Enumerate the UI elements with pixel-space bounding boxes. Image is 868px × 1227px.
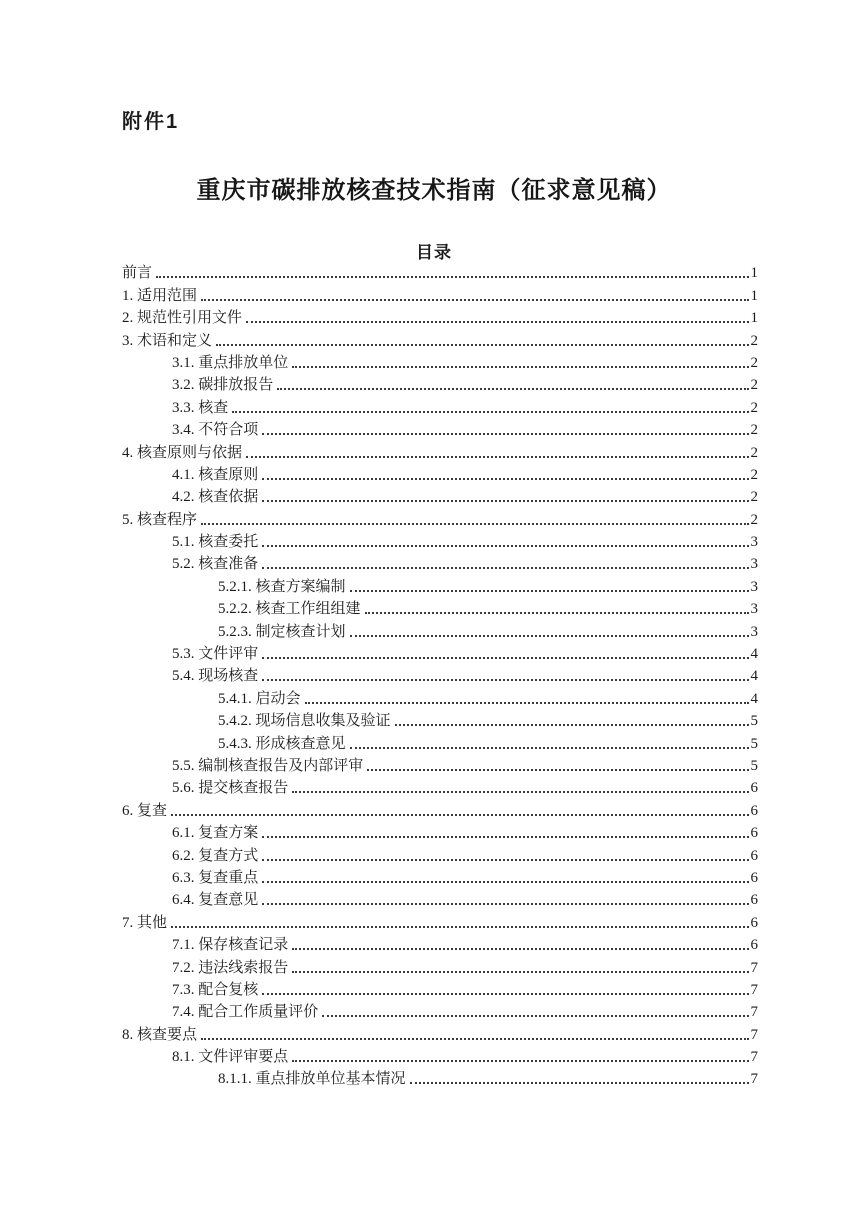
toc-dot-leader — [292, 948, 748, 950]
toc-entry-label: 7.3. 配合复核 — [172, 981, 259, 998]
toc-entry-page: 2 — [750, 354, 758, 371]
toc-entry — [122, 999, 758, 1021]
toc-entry-label: 4. 核查原则与依据 — [122, 444, 243, 461]
toc-dot-leader — [232, 411, 748, 413]
toc-entry-label: 5.4.2. 现场信息收集及验证 — [218, 713, 391, 730]
toc-entry-page: 6 — [750, 825, 758, 842]
toc-dot-leader — [350, 635, 749, 637]
toc-entry — [122, 887, 758, 909]
toc-entry-label: 7.2. 违法线索报告 — [172, 959, 289, 976]
toc-entry-label: 6.3. 复查重点 — [172, 869, 259, 886]
toc-entry-page: 2 — [750, 466, 758, 483]
toc-dot-leader — [262, 993, 748, 995]
toc-dot-leader — [292, 971, 748, 973]
toc-entry-label: 4.2. 核查依据 — [172, 489, 259, 506]
toc-entry-page: 4 — [750, 690, 758, 707]
toc-entry-label: 8.1. 文件评审要点 — [172, 1049, 289, 1066]
toc-entry — [122, 618, 758, 640]
toc-entry-label: 1. 适用范围 — [122, 287, 198, 304]
toc-entry-page: 2 — [750, 377, 758, 394]
toc-entry-page: 1 — [750, 265, 758, 282]
toc-entry-page: 6 — [750, 869, 758, 886]
toc-entry — [122, 797, 758, 819]
toc-entry — [122, 775, 758, 797]
toc-entry — [122, 1021, 758, 1043]
toc-entry — [122, 350, 758, 372]
toc-entry-page: 5 — [750, 757, 758, 774]
toc-entry-page: 4 — [750, 646, 758, 663]
toc-entry-label: 5. 核查程序 — [122, 511, 198, 528]
toc-dot-leader — [322, 1015, 748, 1017]
toc-dot-leader — [156, 276, 748, 278]
toc-dot-leader — [262, 836, 748, 838]
toc-entry-page: 2 — [750, 332, 758, 349]
toc-entry — [122, 954, 758, 976]
toc-entry — [122, 462, 758, 484]
toc-entry-page: 2 — [750, 399, 758, 416]
toc-entry-page: 3 — [750, 556, 758, 573]
toc-entry — [122, 753, 758, 775]
toc-entry-label: 4.1. 核查原则 — [172, 466, 259, 483]
toc-list — [122, 260, 758, 1088]
toc-entry-label: 6.1. 复查方案 — [172, 825, 259, 842]
toc-entry-page: 4 — [750, 668, 758, 685]
toc-entry — [122, 1066, 758, 1088]
toc-entry — [122, 641, 758, 663]
toc-entry — [122, 573, 758, 595]
attachment-label: 附件1 — [122, 111, 180, 133]
toc-entry-page: 7 — [750, 1004, 758, 1021]
toc-entry-label: 3.2. 碳排放报告 — [172, 377, 274, 394]
toc-entry-label: 7.1. 保存核查记录 — [172, 937, 289, 954]
toc-entry — [122, 529, 758, 551]
toc-entry-label: 5.1. 核查委托 — [172, 534, 259, 551]
toc-dot-leader — [350, 747, 749, 749]
toc-entry-page: 5 — [750, 735, 758, 752]
toc-dot-leader — [262, 679, 748, 681]
toc-entry-page: 3 — [750, 534, 758, 551]
toc-entry — [122, 551, 758, 573]
toc-entry — [122, 932, 758, 954]
toc-entry-page: 2 — [750, 489, 758, 506]
toc-entry-page: 6 — [750, 892, 758, 909]
toc-entry-label: 前言 — [122, 265, 153, 282]
toc-entry — [122, 484, 758, 506]
toc-entry-label: 5.4. 现场核查 — [172, 668, 259, 685]
toc-entry-label: 3.1. 重点排放单位 — [172, 354, 289, 371]
toc-dot-leader — [262, 545, 748, 547]
toc-entry-page: 3 — [750, 623, 758, 640]
toc-entry-page: 1 — [750, 287, 758, 304]
toc-entry-page: 7 — [750, 1049, 758, 1066]
toc-entry — [122, 394, 758, 416]
toc-entry — [122, 282, 758, 304]
toc-entry-label: 5.6. 提交核查报告 — [172, 780, 289, 797]
toc-dot-leader — [365, 612, 749, 614]
toc-entry-page: 7 — [750, 1071, 758, 1088]
toc-entry-page: 6 — [750, 914, 758, 931]
toc-entry — [122, 820, 758, 842]
toc-entry — [122, 506, 758, 528]
toc-dot-leader — [246, 321, 748, 323]
toc-entry-label: 8.1.1. 重点排放单位基本情况 — [218, 1071, 406, 1088]
toc-entry-label: 7. 其他 — [122, 914, 168, 931]
toc-entry-page: 2 — [750, 511, 758, 528]
toc-dot-leader — [292, 791, 748, 793]
toc-entry-page: 6 — [750, 937, 758, 954]
toc-entry-page: 2 — [750, 444, 758, 461]
toc-dot-leader — [262, 478, 748, 480]
toc-entry — [122, 260, 758, 282]
toc-entry — [122, 909, 758, 931]
toc-dot-leader — [201, 299, 748, 301]
toc-entry-page: 7 — [750, 981, 758, 998]
toc-entry-label: 7.4. 配合工作质量评价 — [172, 1004, 319, 1021]
toc-dot-leader — [262, 657, 748, 659]
toc-entry-label: 6.4. 复查意见 — [172, 892, 259, 909]
toc-entry — [122, 842, 758, 864]
toc-dot-leader — [262, 500, 748, 502]
toc-entry-label: 5.4.1. 启动会 — [218, 690, 301, 707]
toc-entry-label: 6. 复查 — [122, 802, 168, 819]
toc-dot-leader — [262, 881, 748, 883]
toc-entry-page: 1 — [750, 310, 758, 327]
toc-heading: 目录 — [416, 243, 452, 262]
toc-entry — [122, 977, 758, 999]
toc-entry — [122, 596, 758, 618]
toc-dot-leader — [350, 590, 749, 592]
toc-entry-page: 3 — [750, 578, 758, 595]
toc-dot-leader — [367, 769, 748, 771]
toc-dot-leader — [305, 702, 749, 704]
toc-entry-label: 5.2.1. 核查方案编制 — [218, 578, 346, 595]
toc-entry-page: 6 — [750, 780, 758, 797]
toc-entry — [122, 327, 758, 349]
toc-entry-label: 5.2.3. 制定核查计划 — [218, 623, 346, 640]
toc-entry-page: 6 — [750, 847, 758, 864]
toc-entry — [122, 305, 758, 327]
toc-entry-label: 6.2. 复查方式 — [172, 847, 259, 864]
toc-dot-leader — [262, 859, 748, 861]
toc-dot-leader — [262, 567, 748, 569]
toc-entry-page: 6 — [750, 802, 758, 819]
toc-dot-leader — [277, 388, 748, 390]
toc-entry-label: 5.2.2. 核查工作组组建 — [218, 601, 361, 618]
toc-entry — [122, 417, 758, 439]
toc-entry-page: 5 — [750, 713, 758, 730]
toc-dot-leader — [201, 1038, 748, 1040]
toc-entry-label: 3. 术语和定义 — [122, 332, 213, 349]
toc-entry-page: 2 — [750, 422, 758, 439]
toc-dot-leader — [410, 1082, 749, 1084]
toc-entry-label: 5.2. 核查准备 — [172, 556, 259, 573]
toc-dot-leader — [292, 1060, 748, 1062]
toc-entry-page: 7 — [750, 959, 758, 976]
toc-entry-label: 3.3. 核查 — [172, 399, 229, 416]
toc-dot-leader — [201, 523, 748, 525]
toc-entry-page: 3 — [750, 601, 758, 618]
toc-dot-leader — [262, 433, 748, 435]
toc-entry — [122, 663, 758, 685]
toc-entry — [122, 708, 758, 730]
toc-dot-leader — [292, 366, 748, 368]
toc-dot-leader — [262, 903, 748, 905]
toc-dot-leader — [395, 724, 749, 726]
toc-entry — [122, 685, 758, 707]
toc-entry-label: 5.5. 编制核查报告及内部评审 — [172, 757, 364, 774]
toc-entry — [122, 730, 758, 752]
toc-entry-label: 8. 核查要点 — [122, 1026, 198, 1043]
toc-entry-label: 2. 规范性引用文件 — [122, 310, 243, 327]
toc-entry — [122, 1044, 758, 1066]
toc-entry-label: 3.4. 不符合项 — [172, 422, 259, 439]
toc-dot-leader — [216, 344, 748, 346]
toc-entry — [122, 439, 758, 461]
toc-dot-leader — [171, 814, 748, 816]
toc-entry-label: 5.4.3. 形成核查意见 — [218, 735, 346, 752]
document-title: 重庆市碳排放核查技术指南（征求意见稿） — [196, 178, 672, 204]
toc-entry-label: 5.3. 文件评审 — [172, 646, 259, 663]
toc-entry — [122, 372, 758, 394]
toc-dot-leader — [171, 926, 748, 928]
toc-dot-leader — [246, 456, 748, 458]
toc-entry — [122, 865, 758, 887]
toc-entry-page: 7 — [750, 1026, 758, 1043]
